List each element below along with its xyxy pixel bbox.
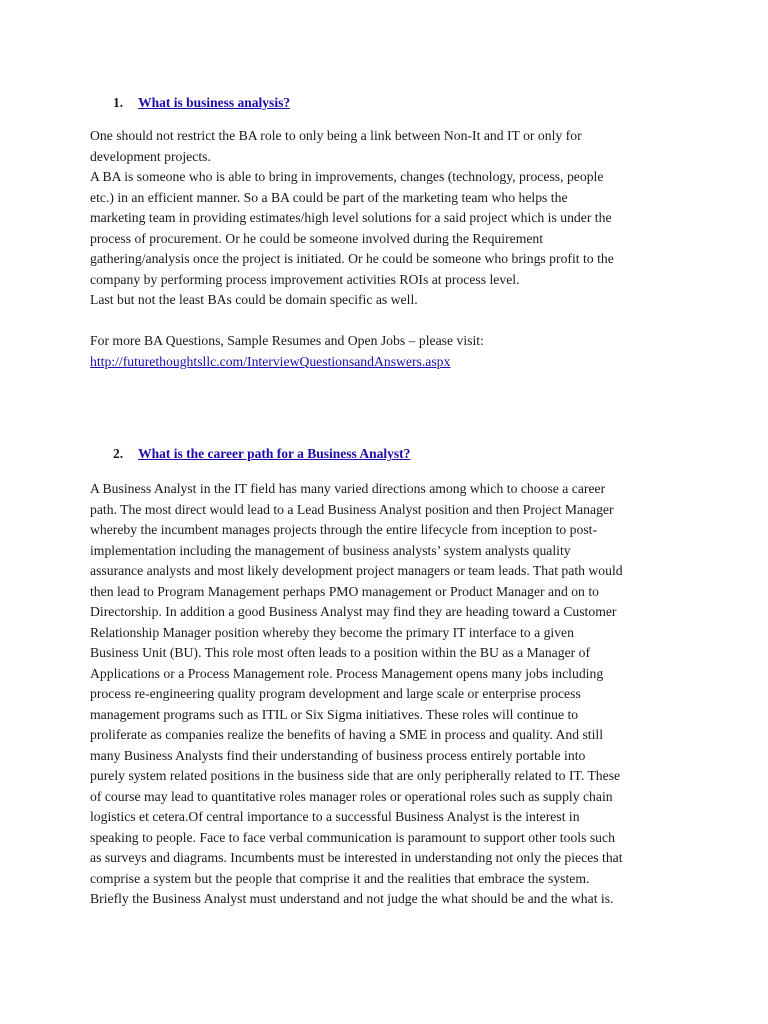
section-heading — [113, 93, 690, 113]
body-line: company by performing process improvement activities ROIs at process level. — [90, 271, 520, 287]
more-info-text: For more BA Questions, Sample Resumes and Open Jobs – please visit: — [90, 333, 484, 348]
body-line: Relationship Manager position whereby they become the primary IT interface to a given — [90, 624, 574, 640]
heading-link-business-analysis[interactable]: What is business analysis? — [138, 95, 291, 110]
body-line: gathering/analysis once the project is initiated. Or he could be someone who brings profit to the — [90, 251, 614, 266]
body-line: A BA is someone who is able to bring in improvements, changes (technology, process, people — [90, 169, 604, 184]
body-line: management programs such as ITIL or Six Sigma initiatives. These roles will continue to — [90, 706, 579, 722]
more-info-link[interactable]: http://futurethoughtsllc.com/InterviewQuestionsandAnswers.aspx — [90, 353, 451, 369]
body-line: development projects. — [90, 148, 211, 164]
body-line: many Business Analysts find their understanding of business process entirely portable into — [90, 747, 586, 763]
body-line: speaking to people. Face to face verbal communication is paramount to support other tools such — [90, 829, 615, 845]
section-body — [90, 126, 690, 372]
heading-link-career-path[interactable]: What is the career path for a Business Analyst? — [138, 446, 411, 461]
body-line: assurance analysts and most likely development project managers or team leads. That path would — [90, 563, 623, 578]
body-line: marketing team in providing estimates/high level solutions for a said project which is under the — [90, 210, 612, 225]
body-line: of course may lead to quantitative roles manager roles or operational roles such as supply chain — [90, 788, 613, 804]
body-line: then lead to Program Management perhaps PMO management or Product Manager and on to — [90, 583, 599, 599]
section-number: 2. — [113, 446, 124, 461]
body-line: Applications or a Process Management role. Process Management opens many jobs including — [90, 665, 604, 681]
body-line: implementation including the management of business analysts’ system analysts quality — [90, 542, 571, 558]
body-line: logistics et cetera.Of central importance to a successful Business Analyst is the interest in — [90, 809, 580, 824]
section-career-path — [90, 444, 690, 910]
paragraph-spacer — [90, 311, 690, 332]
body-line: Briefly the Business Analyst must understand and not judge the what should be and the what is. — [90, 891, 614, 906]
section-business-analysis — [90, 93, 690, 372]
body-line: Business Unit (BU). This role most often leads to a position within the BU as a Manager of — [90, 645, 591, 660]
body-line: proliferate as companies realize the benefits of having a SME in process and quality. And still — [90, 727, 604, 742]
section-body — [90, 479, 690, 910]
body-line: purely system related positions in the business side that are only peripherally related to IT. These — [90, 768, 621, 783]
section-number: 1. — [113, 95, 124, 110]
body-line: path. The most direct would lead to a Lead Business Analyst position and then Project Manager — [90, 501, 614, 517]
body-line: whereby the incumbent manages projects through the entire lifecycle from inception to post- — [90, 522, 598, 537]
body-line: process re-engineering quality program development and large scale or enterprise process — [90, 686, 581, 701]
section-heading — [113, 444, 690, 464]
body-line: Directorship. In addition a good Business Analyst may find they are heading toward a Customer — [90, 604, 617, 619]
body-line: Last but not the least BAs could be domain specific as well. — [90, 292, 418, 307]
body-line: process of procurement. Or he could be someone involved during the Requirement — [90, 230, 544, 246]
body-line: etc.) in an efficient manner. So a BA could be part of the marketing team who helps the — [90, 189, 568, 205]
body-line: One should not restrict the BA role to only being a link between Non-It and IT or only for — [90, 128, 582, 143]
body-line: A Business Analyst in the IT field has many varied directions among which to choose a career — [90, 481, 606, 496]
body-line: as surveys and diagrams. Incumbents must be interested in understanding not only the pieces that — [90, 850, 623, 865]
body-line: comprise a system but the people that comprise it and the realities that embrace the system. — [90, 870, 590, 886]
